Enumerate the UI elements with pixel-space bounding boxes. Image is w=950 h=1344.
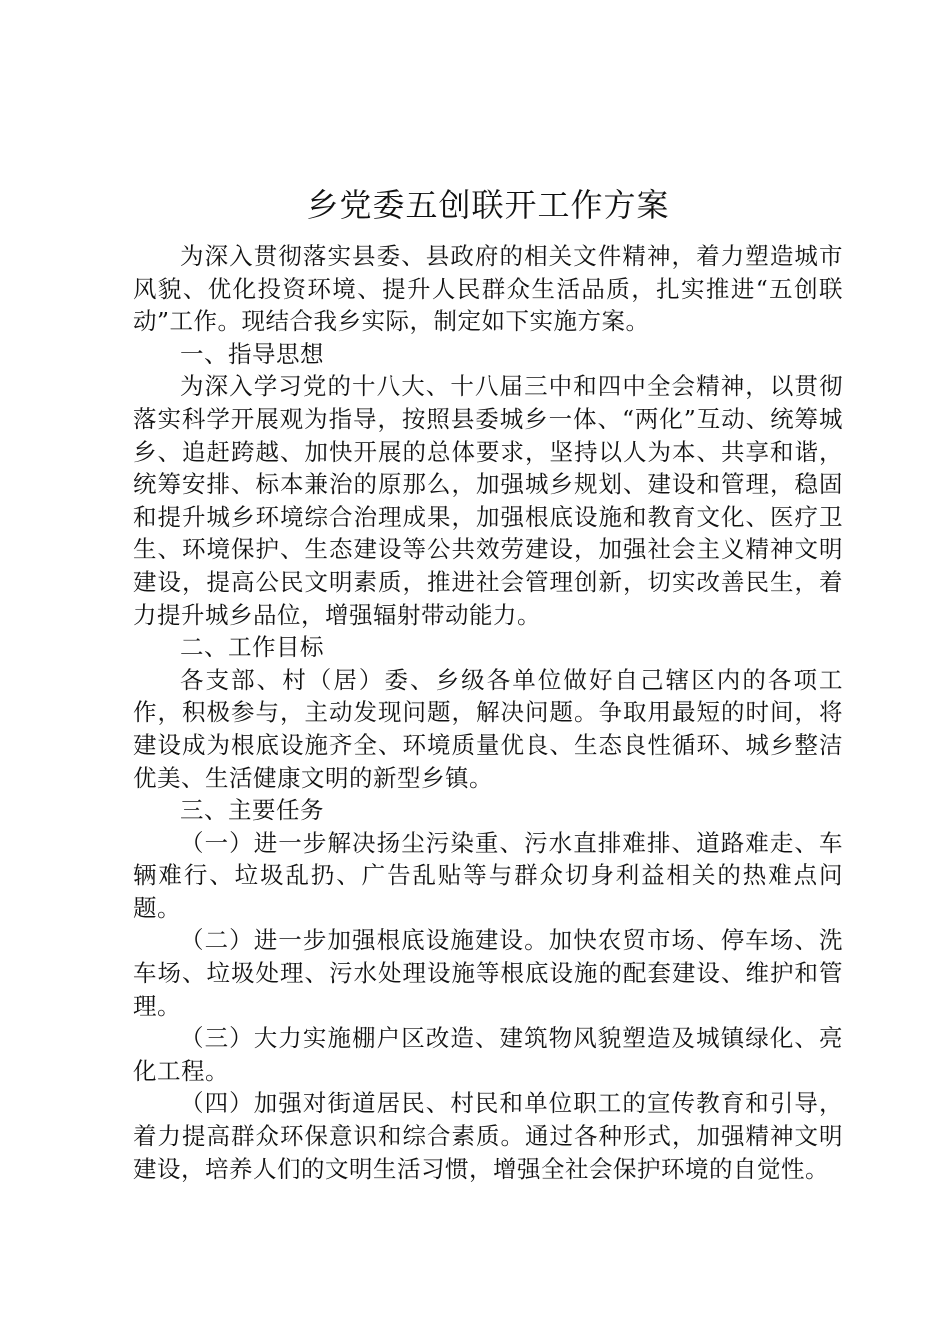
task-item-2: （二）进一步加强根底设施建设。加快农贸市场、停车场、洗车场、垃圾处理、污水处理设施等根底设施的配套建设、维护和管理。	[133, 926, 843, 1020]
intro-paragraph: 为深入贯彻落实县委、县政府的相关文件精神，着力塑造城市风貌、优化投资环境、提升人民群众生活品质，扎实推进“五创联动”工作。现结合我乡实际，制定如下实施方案。	[133, 242, 843, 336]
document-title: 乡党委五创联开工作方案	[306, 186, 670, 224]
task-item-1: （一）进一步解决扬尘污染重、污水直排难排、道路难走、车辆难行、垃圾乱扔、广告乱贴等与群众切身利益相关的热难点问题。	[133, 828, 843, 922]
document-page	[133, 180, 843, 1185]
task-item-4: （四）加强对街道居民、村民和单位职工的宣传教育和引导，着力提高群众环保意识和综合素质。通过各种形式，加强精神文明建设，培养人们的文明生活习惯，增强全社会保护环境的自觉性。	[133, 1089, 843, 1183]
task-item-3: （三）大力实施棚户区改造、建筑物风貌塑造及城镇绿化、亮化工程。	[133, 1024, 843, 1085]
section-paragraph: 各支部、村（居）委、乡级各单位做好自己辖区内的各项工作，积极参与，主动发现问题，解决问题。争取用最短的时间，将建设成为根底设施齐全、环境质量优良、生态良性循环、城乡整洁优美、生活健康文明的新型乡镇。	[133, 665, 843, 792]
section-heading-main-tasks: 三、主要任务	[180, 796, 324, 825]
section-heading-work-goals: 二、工作目标	[180, 633, 324, 662]
section-paragraph: 为深入学习党的十八大、十八届三中和四中全会精神，以贯彻落实科学开展观为指导，按照县委城乡一体、“两化”互动、统筹城乡、追赶跨越、加快开展的总体要求，坚持以人为本、共享和谐，统筹安排、标本兼治的原那么，加强城乡规划、建设和管理，稳固和提升城乡环境综合治理成果，加强根底设施和教育文化、医疗卫生、环境保护、生态建设等公共效劳建设，加强社会主义精神文明建设，提高公民文明素质，推进社会管理创新，切实改善民生，着力提升城乡品位，增强辐射带动能力。	[133, 372, 843, 629]
section-heading-guiding-ideology: 一、指导思想	[180, 339, 324, 368]
